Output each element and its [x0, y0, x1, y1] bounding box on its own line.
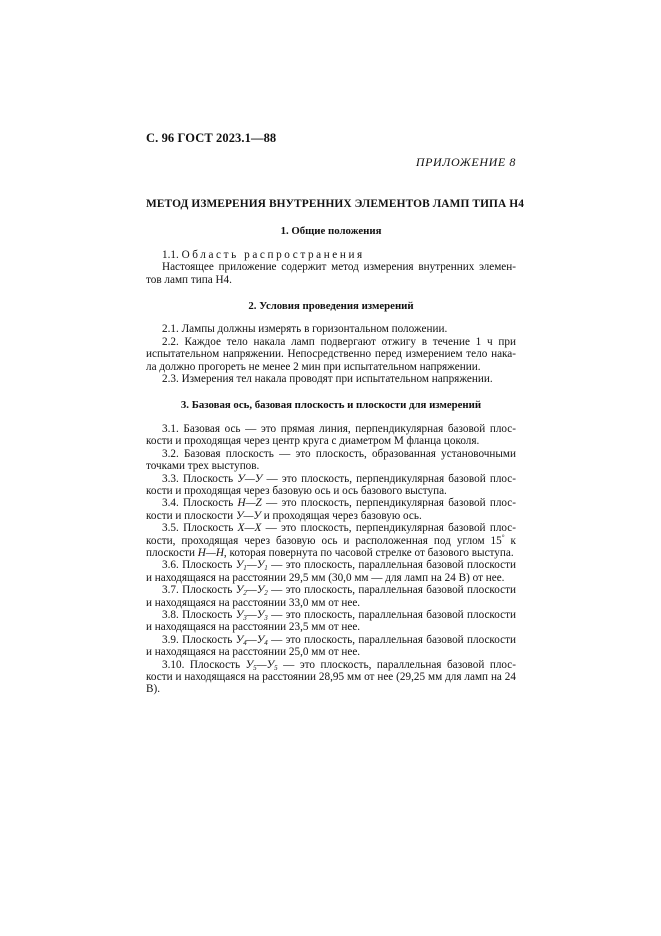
plane-symbol: $У_2—У_2$ — [235, 584, 268, 598]
degree-symbol: ° — [501, 532, 505, 541]
plane-symbol: $У_1—У_1$ — [235, 559, 268, 573]
paragraph-1-1 — [146, 249, 516, 261]
plane-symbol: Х—Х — [237, 522, 262, 535]
paragraph-3-10: 3.10. Плоскость $У_5—У_5$ — это плоскость, параллельная базовой плоскости и находящаяся на расстоянии 28,95 мм от нее (29,25 мм для ламп на 24 В). — [146, 658, 516, 696]
paragraph-3-6: 3.6. Плоскость $У_1—У_1$ — это плоскость, параллельная базовой плоскости и находящаяся на расстоянии 29,5 мм (30,0 мм — для ламп на 24 В) от нее. — [146, 559, 516, 584]
paragraph-2-1: 2.1. Лампы должны измерять в горизонтальном положении. — [162, 323, 448, 336]
plane-symbol: У—У — [235, 509, 261, 522]
paragraph-3-1: 3.1. Базовая ось — это прямая линия, перпендикулярная базовой плоскости и проходящая через центр круга с диаметром М фланца цоколя. — [146, 422, 516, 448]
plane-symbol: Н—Н — [197, 546, 224, 559]
section-1-heading: 1. Общие положения — [280, 225, 382, 238]
appendix-label: ПРИЛОЖЕНИЕ 8 — [415, 155, 516, 169]
document-body — [146, 192, 525, 696]
plane-symbol: $У_4—У_4$ — [235, 633, 268, 647]
paragraph-number: 1.1. — [162, 248, 179, 261]
paragraph-3-7: 3.7. Плоскость $У_2—У_2$ — это плоскость, параллельная базовой плоскости и находящаяся на расстоянии 33,0 мм от нее. — [146, 584, 516, 609]
plane-symbol: $У_5—У_5$ — [245, 658, 278, 672]
paragraph-3-8: 3.8. Плоскость $У_3—У_3$ — это плоскость, параллельная базовой плоскости и находящаяся на расстоянии 23,5 мм от нее. — [146, 608, 516, 634]
page-header: С. 96 ГОСТ 2023.1—88 — [146, 131, 277, 145]
section-2-heading: 2. Условия проведения измерений — [248, 300, 414, 313]
paragraph-3-9: 3.9. Плоскость $У_4—У_4$ — это плоскость, параллельная базовой плоскости и находящаяся на расстоянии 25,0 мм от нее. — [146, 633, 516, 659]
plane-symbol: У—У — [237, 472, 263, 485]
paragraph-3-3: 3.3. Плоскость У—У — это плоскость, перпендикулярная базовой плоскости и проходящая через базовую ось и ось базового выступа. — [146, 472, 516, 497]
paragraph-2-2: 2.2. Каждое тело накала ламп подвергают отжигу в течение 1 ч при испытательном напряжении. Непосредственно перед измерением тело накала должно прогореть не менее 2 мин при испытательном напряжении. — [146, 335, 516, 373]
plane-symbol: $У_3—У_3$ — [235, 608, 268, 622]
paragraph-1-1-text: Настоящее приложение содержит метод измерения внутренних элементов ламп типа Н4. — [146, 261, 516, 286]
paragraph-3-5: 3.5. Плоскость Х—Х — это плоскость, перпендикулярная базовой плоскости, проходящая через базовую ось и расположенная под углом 15° к плоскости Н—Н, которая повернута по часовой стрелке от базового выступа. — [146, 522, 516, 559]
plane-symbol: Н—Z — [237, 497, 262, 510]
paragraph-3-4: 3.4. Плоскость Н—Z — это плоскость, перпендикулярная базовой плоскости и плоскости У—У и проходящая через базовую ось. — [146, 497, 516, 522]
paragraph-2-3: 2.3. Измерения тел накала проводят при испытательном напряжении. — [162, 373, 493, 386]
paragraph-3-2: 3.2. Базовая плоскость — это плоскость, образованная установочными точками трех выступов. — [146, 447, 516, 473]
spaced-subheading: Область распространения — [181, 248, 365, 261]
section-3-heading: 3. Базовая ось, базовая плоскость и плоскости для измерений — [180, 399, 482, 412]
document-title: МЕТОД ИЗМЕРЕНИЯ ВНУТРЕННИХ ЭЛЕМЕНТОВ ЛАМП ТИПА Н4 — [146, 198, 525, 210]
